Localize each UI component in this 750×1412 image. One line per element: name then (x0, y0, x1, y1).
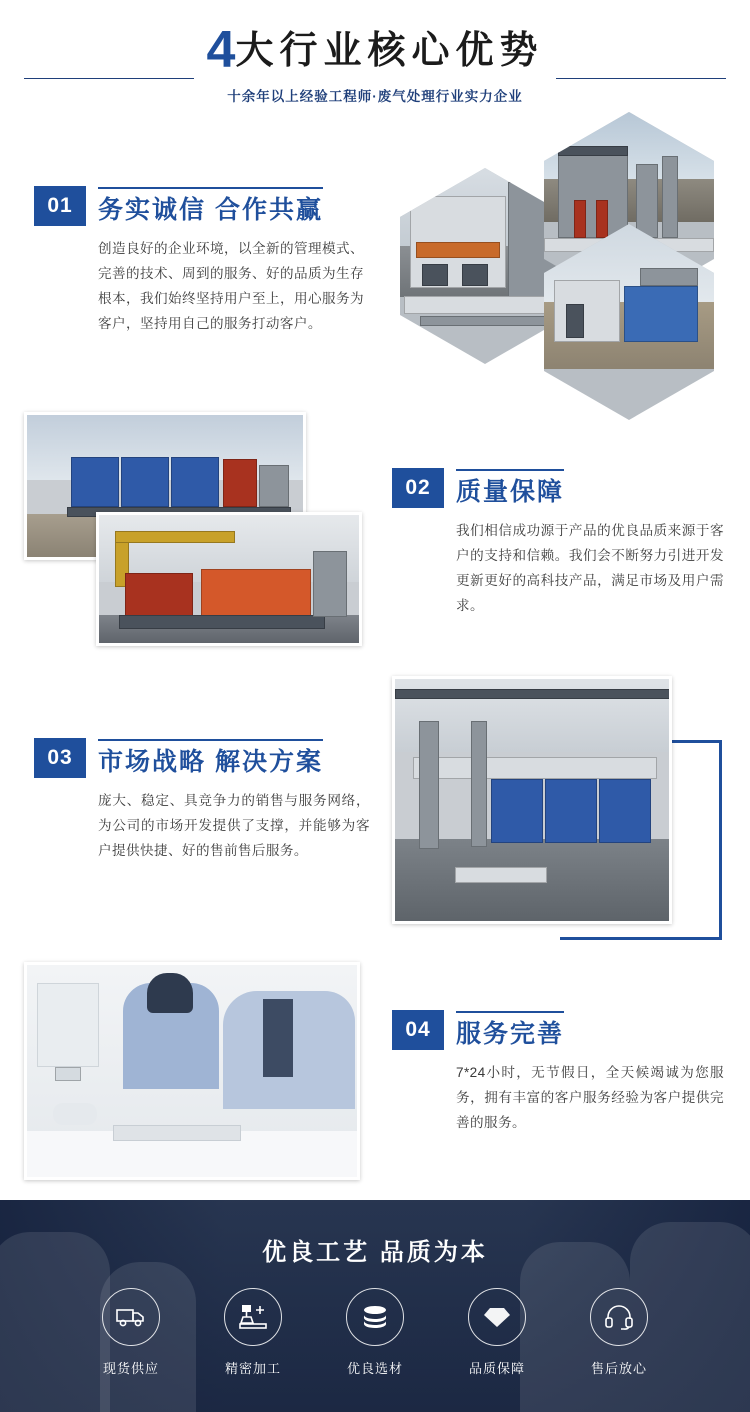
photo-purifier-furnace (96, 512, 362, 646)
section-03-heading (34, 738, 374, 778)
header-rule-left (24, 78, 194, 79)
footer-item-label: 优良选材 (346, 1361, 403, 1376)
layers-icon (346, 1288, 404, 1346)
section-02-body: 我们相信成功源于产品的优良品质来源于客户的支持和信赖。我们会不断努力引进开发更新更好的高科技产品，满足市场及用户需求。 (456, 523, 724, 613)
section-03-body: 庞大、稳定、具竞争力的销售与服务网络，为公司的市场开发提供了支撑，并能够为客户提供快捷、好的售前售后服务。 (98, 793, 370, 858)
footer-title: 优良工艺 品质为本 (262, 1239, 488, 1266)
photo-customer-service (24, 962, 360, 1180)
section-04-title-wrap (456, 1010, 564, 1049)
truck-icon (102, 1288, 160, 1346)
section-04-badge: 04 (392, 1010, 444, 1050)
footer-item-supply (85, 1288, 177, 1377)
footer-item-aftersales (573, 1288, 665, 1377)
section-03-title-wrap (98, 738, 323, 777)
section-04-heading (392, 1010, 728, 1050)
section-04-title: 服务完善 (456, 1011, 564, 1049)
section-02-heading (392, 468, 728, 508)
section-02-title: 质量保障 (456, 469, 564, 507)
diamond-icon (468, 1288, 526, 1346)
footer-item-label: 精密加工 (224, 1361, 281, 1376)
section-01-title: 务实诚信 合作共赢 (98, 187, 323, 225)
footer-item-machining (207, 1288, 299, 1377)
section-02-badge: 02 (392, 468, 444, 508)
section-03-title: 市场战略 解决方案 (98, 739, 323, 777)
headset-icon (590, 1288, 648, 1346)
footer-item-label: 品质保障 (468, 1361, 525, 1376)
page-subtitle: 十余年以上经验工程师·废气处理行业实力企业 (227, 89, 523, 104)
page-header (0, 21, 750, 105)
footer-item-material (329, 1288, 421, 1377)
photo-workshop-cabinets (392, 676, 672, 924)
section-03 (34, 738, 374, 863)
section-01-body: 创造良好的企业环境，以全新的管理模式、完善的技术、周到的服务、好的品质为生存根本，我们始终坚持用户至上，用心服务为客户，坚持用自己的服务打动客户。 (98, 241, 364, 331)
section-02-title-wrap (456, 468, 564, 507)
footer-feature-list (0, 1288, 750, 1377)
section-01-title-wrap (98, 186, 323, 225)
footer-item-label: 售后放心 (590, 1361, 647, 1376)
section-01-heading (34, 186, 364, 226)
section-01 (34, 186, 364, 336)
section-03-badge: 03 (34, 738, 86, 778)
header-rule-right (556, 78, 726, 79)
footer-banner (0, 1200, 750, 1412)
section-01-badge: 01 (34, 186, 86, 226)
section-02 (392, 468, 728, 618)
section-01-photo-cluster (392, 128, 732, 398)
footer-item-quality (451, 1288, 543, 1377)
footer-item-label: 现货供应 (102, 1361, 159, 1376)
section-04 (392, 1010, 728, 1135)
page-title-number: 4 (206, 21, 236, 79)
machine-icon (224, 1288, 282, 1346)
page-title (206, 21, 544, 79)
section-04-body: 7*24小时，无节假日，全天候竭诚为您服务，拥有丰富的客户服务经验为客户提供完善的服务。 (456, 1065, 724, 1130)
page-title-text: 大行业核心优势 (235, 30, 544, 72)
